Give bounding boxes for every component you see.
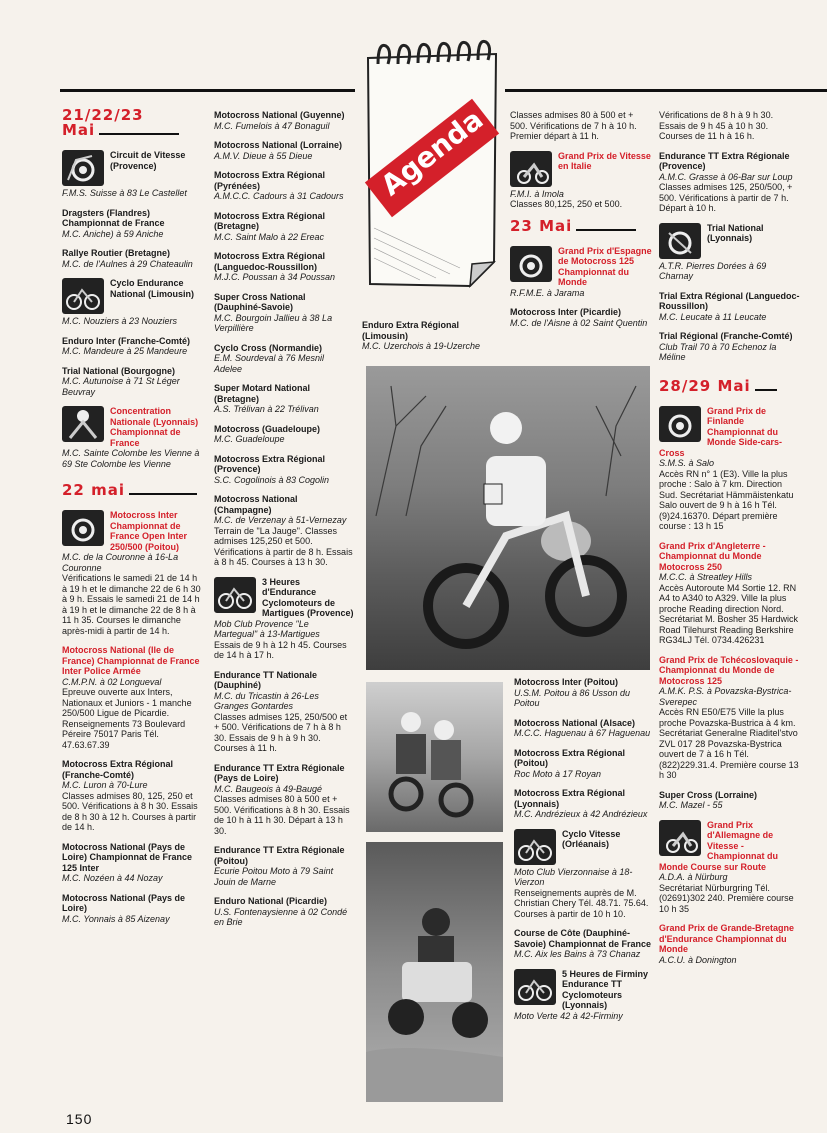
event-organizer: M.C. Nozéen à 44 Nozay: [62, 873, 163, 883]
event-organizer: M.C. du Tricastin à 26-Les Granges Gontardes: [214, 690, 319, 711]
event-title: Circuit de Vitesse (Provence): [110, 150, 186, 171]
event-details: Vérifications de 8 h à 9 h 30. Essais de 9 h 45 à 10 h 30. Courses de 11 h à 16 h.: [659, 110, 774, 141]
event-entry: [214, 454, 354, 486]
date-text: 28/29 Mai: [659, 376, 751, 395]
event-title: Trial National (Bourgogne): [62, 365, 176, 376]
agenda-title: Agenda: [374, 102, 490, 203]
event-organizer: M.C. Luron à 70-Lure: [62, 780, 148, 790]
event-entry: [62, 842, 202, 884]
quad-rider-photo: [366, 842, 503, 1102]
event-entry: [214, 424, 354, 445]
event-title: Course de Côte (Dauphiné-Savoie) Championnat de France: [514, 928, 652, 949]
event-entry: [514, 677, 654, 709]
event-title: Motocross National (Alsace): [514, 717, 636, 728]
event-organizer: M.C. Baugeois à 49-Baugé: [214, 783, 323, 794]
moped-icon: [214, 577, 256, 613]
event-entry: [510, 307, 652, 328]
event-entry: [214, 845, 354, 887]
event-title: 3 Heures d'Endurance Cyclomoteurs de Martigues (Provence): [262, 576, 354, 618]
event-entry: [214, 292, 354, 334]
event-organizer: F.M.S. Suisse à 83 Le Castellet: [62, 188, 187, 198]
event-entry: [514, 718, 654, 739]
event-organizer: U.S. Fontenaysienne à 02 Condé en Brie: [214, 906, 348, 927]
event-entry: [214, 494, 354, 568]
column-5: [659, 110, 801, 974]
event-organizer: Moto Club Vierzonnaise à 18-Vierzon: [514, 866, 633, 887]
event-organizer: M.C. Sainte Colombe les Vienne à 69 Ste Colombe les Vienne: [62, 448, 200, 469]
event-entry: [659, 541, 801, 646]
event-title: Motocross National (Ile de France) Championnat de France Inter Police Armée: [62, 645, 200, 676]
event-details: Classes admises 80 à 500 et + 500. Vérifications de 7 h à 10 h. Premier départ à 11 h.: [510, 110, 637, 141]
event-title: Motocross Inter (Picardie): [510, 307, 622, 317]
event-details: Classes admises 125, 250/500 et + 500. Vérifications de 7 h à 8 h 30. Essais de 9 h à 9 h 30. Courses à 11 h.: [214, 711, 348, 753]
event-organizer: M.C. de l'Aisne à 02 Saint Quentin: [510, 317, 648, 328]
event-details: Accès Autoroute M4 Sortie 12. RN A4 to A340 to A329. Ville la plus proche Reading direction Nord. Secrétariat M. Bosher 35 Hardwick Road Tilehurst Reading Berkshire RG34LJ Tél. 0734.426231: [659, 582, 799, 645]
event-organizer: Ecurie Poitou Moto à 79 Saint Jouin de Marne: [214, 866, 334, 887]
event-entry: [659, 655, 801, 781]
event-entry: [214, 140, 354, 161]
event-entry: [510, 246, 652, 299]
motocross-icon: [62, 510, 104, 546]
event-title: Motocross Inter (Poitou): [514, 677, 618, 687]
event-title: Super Cross National (Dauphiné-Savoie): [214, 291, 306, 312]
event-organizer: S.C. Cogolinois à 83 Cogolin: [214, 474, 330, 485]
column-3: [362, 320, 502, 361]
event-organizer: R.F.M.E. à Jarama: [510, 287, 585, 298]
event-entry: [62, 336, 202, 357]
event-details: Essais de 9 h à 12 h 45. Courses de 14 h à 17 h.: [214, 639, 347, 660]
event-organizer: M.C. Autunoise à 71 St Léger Beuvray: [62, 376, 180, 397]
event-title: Motocross Extra Régional (Pyrénées): [214, 170, 326, 191]
event-entry: [214, 251, 354, 283]
motocross-rider-photo: [366, 366, 650, 670]
event-entry: [62, 645, 202, 750]
event-title: Super Cross (Lorraine): [659, 789, 758, 800]
event-entry: [659, 820, 801, 915]
event-entry: [62, 366, 202, 398]
event-organizer: F.M.I. à Imola: [510, 188, 564, 199]
event-organizer: C.M.P.N. à 02 Longueval: [62, 676, 162, 687]
event-entry: [510, 110, 652, 142]
event-title: Grand Prix de Tchécoslovaquie - Championnat du Monde de Motocross 125: [659, 654, 799, 686]
event-title: Enduro Extra Régional (Limousin): [362, 320, 460, 341]
event-title: Motocross National (Pays de Loire) Championnat de France 125 Inter: [62, 841, 193, 873]
date-rule: [99, 133, 179, 135]
event-entry: [214, 577, 354, 661]
event-entry: [62, 248, 202, 269]
event-organizer: U.S.M. Poitou à 86 Usson du Poitou: [514, 687, 631, 708]
moped-icon: [62, 278, 104, 314]
event-title: 5 Heures de Firminy Endurance TT Cyclomoteurs (Lyonnais): [562, 968, 649, 1010]
event-title: Endurance TT Extra Régionale (Provence): [659, 150, 790, 171]
event-organizer: A.C.U. à Donington: [659, 954, 737, 965]
event-details: Classes 80,125, 250 et 500.: [510, 199, 623, 209]
event-details: Accès RN E50/E75 Ville la plus proche Povazska-Bustrica à 4 km. Secrétariat Generalne Riaditel'stvo ZVL 017 28 Povazska-Bystrica ouvert de 7 à 16 h Tél. (822)229.31.4. Première course 13 h 30: [659, 707, 799, 780]
event-title: Cyclo Vitesse (Orléanais): [562, 828, 621, 849]
road-race-icon: [510, 151, 552, 187]
event-details: Epreuve ouverte aux Inters, Nationaux et Juniors - 1 manche 250/500 Ligue de Picardie. Renseignements 73 Boulevard Péreire 75017 Paris Tél. 47.63.67.39: [62, 687, 192, 750]
top-rule-left: [60, 89, 355, 92]
event-title: Motocross Extra Régional (Provence): [214, 453, 326, 474]
event-organizer: M.C. Mazel - 55: [659, 800, 723, 810]
event-title: Motocross National (Champagne): [214, 494, 298, 515]
event-organizer: M.C. Andrézieux à 42 Andrézieux: [514, 809, 648, 819]
event-title: Motocross Extra Régional (Languedoc-Roussillon): [214, 251, 326, 272]
event-entry: [514, 829, 654, 920]
event-title: Motocross National (Guyenne): [214, 110, 345, 120]
event-title: Endurance TT Extra Régionale (Pays de Loire): [214, 762, 345, 783]
event-entry: [62, 150, 202, 199]
event-entry: [214, 343, 354, 375]
date-rule: [576, 229, 636, 231]
event-title: Grand Prix d'Espagne de Motocross 125 Championnat du Monde: [558, 245, 652, 287]
trial-icon: [659, 223, 701, 259]
event-entry: [214, 110, 354, 131]
event-entry: [62, 208, 202, 240]
column-2: [214, 110, 354, 937]
event-organizer: M.C. de l'Aulnes à 29 Chateaulin: [62, 258, 193, 269]
event-entry: [659, 151, 801, 214]
event-title: Cyclo Endurance National (Limousin): [110, 278, 194, 299]
event-entry: [659, 223, 801, 282]
event-details: Classes admises 80 à 500 et + 500. Vérifications à 8 h 30. Essais de 10 h à 11 h 30. Départ à 13 h 30.: [214, 794, 350, 836]
event-details: Terrain de "La Jauge". Classes admises 125,250 et 500. Vérifications à partir de 8 h. Essais à 8 h 45. Courses à 13 h 30.: [214, 525, 353, 567]
event-organizer: M.C. Mandeure à 25 Mandeure: [62, 346, 188, 356]
event-details: Classes admises 80, 125, 250 et 500. Vérifications à 8 h 30. Essais de 8 h 30 à 12 h. Courses à partir de 14 h.: [62, 790, 198, 832]
date-text: 23 Mai: [510, 216, 573, 235]
event-entry: [214, 211, 354, 243]
event-organizer: Club Trail 70 à 70 Echenoz la Méline: [659, 341, 777, 362]
event-organizer: M.C. Yonnais à 85 Aizenay: [62, 913, 170, 924]
event-title: Trial Extra Régional (Languedoc-Roussillon): [659, 290, 800, 311]
event-title: Motocross Extra Régional (Lyonnais): [514, 788, 626, 809]
event-title: Trial Régional (Franche-Comté): [659, 331, 793, 341]
motocross-icon: [510, 246, 552, 282]
event-entry: [362, 320, 502, 352]
event-details: Classes admises 125, 250/500, + 500. Vérifications à partir de 7 h. Départ à 10 h.: [659, 182, 793, 213]
event-entry: [214, 763, 354, 837]
agenda-notebook-graphic: [360, 38, 502, 288]
event-title: Grand Prix de Grande-Bretagne d'Endurance Championnat du Monde: [659, 923, 795, 954]
event-entry: [514, 788, 654, 820]
event-organizer: M.C.C. Haguenau à 67 Haguenau: [514, 728, 651, 738]
event-entry: [62, 278, 202, 327]
event-entry: [514, 928, 654, 960]
event-organizer: M.C. de Verzenay à 51-Vernezay: [214, 515, 347, 525]
event-organizer: M.C. Fumelois à 47 Bonaguil: [214, 120, 330, 131]
event-entry: [62, 406, 202, 469]
event-title: Motocross Inter Championnat de France Open Inter 250/500 (Poitou): [110, 510, 188, 552]
moped-icon: [514, 969, 556, 1005]
page-number: 150: [66, 1111, 93, 1127]
event-organizer: E.M. Sourdeval à 76 Mesnil Adelee: [214, 353, 325, 374]
event-organizer: Roc Moto à 17 Royan: [514, 768, 602, 779]
event-title: Trial National (Lyonnais): [707, 222, 764, 243]
date-heading-21-22-23: [62, 108, 202, 138]
event-organizer: A.M.C.C. Cadours à 31 Cadours: [214, 191, 344, 201]
date-heading-28-29: [659, 376, 801, 395]
event-organizer: M.C. Aniche) à 59 Aniche: [62, 228, 164, 239]
event-title: Motocross Extra Régional (Bretagne): [214, 210, 326, 231]
date-heading-23: [510, 216, 652, 235]
event-title: Enduro Inter (Franche-Comté): [62, 335, 191, 346]
event-organizer: Moto Verte 42 à 42-Firminy: [514, 1010, 623, 1021]
event-organizer: A.D.A. à Nürburg: [659, 872, 728, 882]
event-title: Endurance TT Extra Régionale (Poitou): [214, 845, 345, 866]
moped-icon: [514, 829, 556, 865]
event-organizer: M.C. Uzerchois à 19-Uzerche: [362, 341, 481, 351]
event-title: Dragsters (Flandres) Championnat de France: [62, 207, 165, 228]
event-organizer: M.C. Aix les Bains à 73 Chanaz: [514, 949, 641, 959]
event-entry: [510, 151, 652, 210]
event-organizer: A.M.K. P.S. à Povazska-Bystrica-Sverepec: [659, 686, 792, 707]
event-entry: [659, 291, 801, 323]
event-title: Enduro National (Picardie): [214, 896, 328, 906]
column-1: [62, 108, 202, 933]
event-entry: [214, 383, 354, 415]
event-entry: [659, 406, 801, 532]
event-title: Motocross National (Lorraine): [214, 140, 343, 150]
event-entry: [514, 748, 654, 780]
event-title: Motocross National (Pays de Loire): [62, 892, 186, 913]
date-rule: [755, 389, 777, 391]
event-organizer: A.S. Trélivan à 22 Trélivan: [214, 404, 319, 414]
event-organizer: M.C. de la Couronne à 16-La Couronne: [62, 552, 179, 573]
event-entry: [659, 923, 801, 965]
event-entry: [214, 896, 354, 928]
top-rule-right: [505, 89, 827, 92]
motorcycle-icon: [62, 150, 104, 186]
date-text: 21/22/23: [62, 106, 144, 124]
event-organizer: S.M.S. à Salo: [659, 458, 715, 468]
date-month: Mai: [62, 121, 96, 139]
event-title: Endurance TT Nationale (Dauphiné): [214, 669, 318, 690]
event-entry: [214, 670, 354, 754]
event-title: Grand Prix de Vitesse en Italie: [558, 150, 651, 171]
event-organizer: M.C. Bourgoin Jallieu à 38 La Verpillière: [214, 312, 333, 333]
event-entry: [659, 331, 801, 363]
event-organizer: M.C. Saint Malo à 22 Ereac: [214, 231, 325, 242]
event-entry: [214, 170, 354, 202]
date-rule: [129, 493, 197, 495]
event-title: Cyclo Cross (Normandie): [214, 342, 323, 353]
event-title: Super Motard National (Bretagne): [214, 383, 311, 404]
road-race-icon: [659, 820, 701, 856]
event-title: Motocross (Guadeloupe): [214, 423, 321, 434]
event-title: Motocross Extra Régional (Franche-Comté): [62, 759, 174, 780]
event-title: Motocross Extra Régional (Poitou): [514, 747, 626, 768]
date-heading-22: [62, 483, 202, 498]
event-entry: [62, 893, 202, 925]
event-organizer: M.C. Nouziers à 23 Nouziers: [62, 316, 178, 326]
event-organizer: M.C. Leucate à 11 Leucate: [659, 311, 767, 322]
date-text: 22 mai: [62, 481, 125, 499]
event-title: Concentration Nationale (Lyonnais) Championnat de France: [110, 406, 199, 448]
event-organizer: M.J.C. Poussan à 34 Poussan: [214, 272, 336, 282]
event-organizer: A.T.R. Pierres Dorées à 69 Charnay: [659, 260, 767, 281]
event-title: Grand Prix d'Allemagne de Vitesse - Championnat du Monde Course sur Route: [659, 819, 778, 872]
event-entry: [659, 110, 801, 142]
sidecar-icon: [659, 406, 701, 442]
event-organizer: M.C. Guadeloupe: [214, 434, 285, 444]
event-title: Rallye Routier (Bretagne): [62, 248, 171, 258]
event-entry: [514, 969, 654, 1022]
enduro-riders-photo: [366, 682, 503, 832]
event-details: Accès RN n° 1 (E3). Ville la plus proche : Salo à 7 km. Direction Sud. Secrétariat Hämmäistenkatu Salo ouvert de 9 h à 16 h Tél. (9)24.16370. Départ première course : 13 h 15: [659, 468, 794, 531]
event-details: Secrétariat Nürburgring Tél. (02691)302 240. Première course 10 h 35: [659, 882, 794, 914]
column-4b: [514, 677, 654, 1030]
event-organizer: M.C.C. à Streatley Hills: [659, 572, 753, 582]
rider-icon: [62, 406, 104, 442]
column-4: [510, 110, 652, 337]
event-organizer: A.M.C. Grasse à 06-Bar sur Loup: [659, 171, 793, 182]
event-title: Grand Prix de Finlande Championnat du Monde Side-cars-Cross: [659, 405, 783, 458]
event-title: Grand Prix d'Angleterre - Championnat du Monde Motocross 250: [659, 540, 766, 572]
event-entry: [62, 510, 202, 636]
event-organizer: Mob Club Provence "Le Martegual" à 13-Martigues: [214, 618, 320, 639]
event-entry: [62, 759, 202, 833]
event-entry: [659, 790, 801, 811]
event-organizer: A.M.V. Dieue à 55 Dieue: [214, 150, 313, 161]
event-details: Vérifications le samedi 21 de 14 h à 19 h et le dimanche 22 de 6 h 30 à 9 h. Essais le samedi 21 de 14 h à 19 h et le dimanche 22 de 8 h à 11 h 35. Courses le dimanche après-midi à partir de 14 h.: [62, 573, 201, 636]
event-details: Renseignements auprès de M. Christian Chery Tél. 48.71. 75.64. Courses à partir de 10 h 10.: [514, 887, 649, 919]
